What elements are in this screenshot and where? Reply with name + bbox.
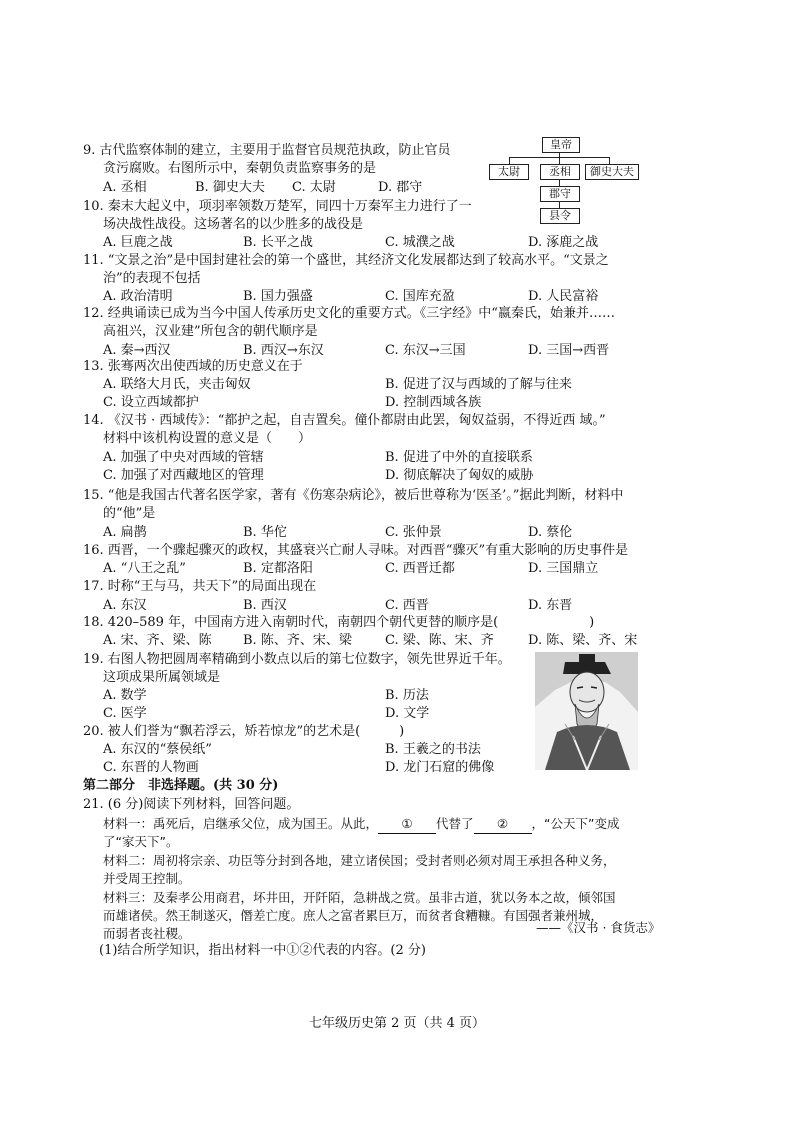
material-1-text-c: ，“公天下”变成 xyxy=(531,816,620,831)
q13-line1: 13. 张骞两次出使西域的历史意义在于 xyxy=(83,359,303,374)
q14-option-d: D. 彻底解决了匈奴的威胁 xyxy=(385,468,534,483)
q16-line1: 16. 西晋，一个骤起骤灭的政权，其盛衰兴亡耐人寻味。对西晋“骤灭”有重大影响的历史事件是 xyxy=(83,543,629,558)
q10-option-c: C. 城濮之战 xyxy=(385,235,455,250)
q15-option-a: A. 扁鹊 xyxy=(103,525,147,540)
q9-option-b: B. 御史大夫 xyxy=(195,180,265,195)
q13-option-d: D. 控制西域各族 xyxy=(385,395,482,410)
q9-option-a: A. 丞相 xyxy=(103,180,147,195)
q10-option-b: B. 长平之战 xyxy=(243,235,313,250)
q15-line1: 15. “他是我国古代著名医学家，著有《伤寒杂病论》，被后世尊称为‘医圣’。”据此判断，材料中 xyxy=(83,488,624,503)
diagram-taiwei: 太尉 xyxy=(489,164,529,180)
q10-line1: 10. 秦末大起义中，项羽率领数万楚军，同四十万秦军主力进行了一 xyxy=(83,199,472,214)
q11-option-a: A. 政治清明 xyxy=(103,289,173,304)
page-footer: 七年级历史第 2 页（共 4 页） xyxy=(308,1016,486,1031)
q18-option-c: C. 梁、陈、宋、齐 xyxy=(385,633,494,648)
material-3-source: ——《汉书 · 食货志》 xyxy=(536,920,661,935)
material-1-text-a: 材料一：禹死后，启继承父位，成为国王。从此， xyxy=(103,816,379,831)
zu-chongzhi-portrait xyxy=(535,652,638,770)
q20-option-b: B. 王羲之的书法 xyxy=(385,742,481,757)
q18-line1: 18. 420–589 年，中国南方进入南朝时代，南朝四个朝代更替的顺序是( ) xyxy=(83,615,595,630)
q9-option-d: D. 郡守 xyxy=(378,180,423,195)
q14-option-c: C. 加强了对西藏地区的管理 xyxy=(103,468,264,483)
q19-option-d: D. 文学 xyxy=(385,706,430,721)
q21-sub-question-1: (1)结合所学知识，指出材料一中①②代表的内容。(2 分) xyxy=(99,943,426,958)
q20-option-d: D. 龙门石窟的佛像 xyxy=(385,760,495,775)
diagram-xianling: 县令 xyxy=(540,208,580,224)
q16-option-c: C. 西晋迁都 xyxy=(385,561,455,576)
q15-line2: 的“他”是 xyxy=(103,506,156,521)
material-1-line2: 了“家天下”。 xyxy=(103,834,179,849)
q10-line2: 场决战性战役。这场著名的以少胜多的战役是 xyxy=(103,217,364,232)
q13-option-c: C. 设立西域都护 xyxy=(103,395,199,410)
q19-line1: 19. 右图人物把圆周率精确到小数点以后的第七位数字，领先世界近千年。 xyxy=(83,652,511,667)
diagram-yushi: 御史大夫 xyxy=(585,164,639,180)
q19-line2: 这项成果所属领域是 xyxy=(103,670,221,685)
q9-option-c: C. 太尉 xyxy=(292,180,336,195)
q11-option-d: D. 人民富裕 xyxy=(528,289,599,304)
q19-option-c: C. 医学 xyxy=(103,706,147,721)
q14-line1: 14. 《汉书 · 西域传》：“都护之起，自吉置矣。僮仆都尉由此罢，匈奴益弱，不得近西 域。” xyxy=(83,413,606,428)
material-2-line1: 材料二：周初将宗亲、功臣等分封到各地，建立诸侯国；受封者则必须对周王承担各种义务， xyxy=(103,853,616,868)
q19-option-b: B. 历法 xyxy=(385,688,429,703)
material-2-line2: 并受周王控制。 xyxy=(103,871,191,886)
q13-option-b: B. 促进了汉与西域的了解与往来 xyxy=(385,377,572,392)
q21-intro: 21. (6 分)阅读下列材料，回答问题。 xyxy=(83,797,300,812)
q18-option-b: B. 陈、齐、宋、梁 xyxy=(243,633,352,648)
material-3-line2: 而雄诸侯。然王制遂灭，僭差亡度。庶人之富者累巨万，而贫者食糟糠。有国强者兼州城， xyxy=(103,908,604,923)
q11-line1: 11. “文景之治”是中国封建社会的第一个盛世，其经济文化发展都达到了较高水平。“文景之 xyxy=(83,253,609,268)
q20-option-a: A. 东汉的“蔡侯纸” xyxy=(103,742,212,757)
q11-line2: 治”的表现不包括 xyxy=(103,271,201,286)
material-3-line1: 材料三：及秦孝公用商君，坏井田，开阡陌，急耕战之赏。虽非古道，犹以务本之故，倾邻国 xyxy=(103,890,616,905)
q17-line1: 17. 时称“王与马，共天下”的局面出现在 xyxy=(83,579,317,594)
q16-option-b: B. 定都洛阳 xyxy=(243,561,313,576)
material-1-line1 xyxy=(103,815,619,834)
q16-option-a: A. “八王之乱” xyxy=(103,561,186,576)
q19-option-a: A. 数学 xyxy=(103,688,147,703)
q14-line2: 材料中该机构设置的意义是（ ） xyxy=(103,431,312,446)
q9-line1: 9. 古代监察体制的建立，主要用于监督官员规范执政，防止官员 xyxy=(83,143,451,158)
q17-option-c: C. 西晋 xyxy=(385,598,429,613)
q20-option-c: C. 东晋的人物画 xyxy=(103,760,199,775)
q12-line1: 12. 经典诵读已成为当今中国人传承历史文化的重要方式。《三字经》中“嬴秦氏，始兼并…… xyxy=(83,306,615,321)
q12-option-a: A. 秦→西汉 xyxy=(103,343,171,358)
q16-option-d: D. 三国鼎立 xyxy=(528,561,599,576)
q15-option-c: C. 张仲景 xyxy=(385,525,442,540)
q11-option-c: C. 国库充盈 xyxy=(385,289,455,304)
q10-option-d: D. 涿鹿之战 xyxy=(528,235,599,250)
q15-option-d: D. 蔡伦 xyxy=(528,525,573,540)
q15-option-b: B. 华佗 xyxy=(243,525,287,540)
part2-heading: 第二部分 非选择题。(共 30 分) xyxy=(83,778,279,793)
q9-line2: 贪污腐败。右图所示中，秦朝负责监察事务的是 xyxy=(103,161,377,176)
q12-option-d: D. 三国→西晋 xyxy=(528,343,610,358)
q13-option-a: A. 联络大月氏，夹击匈奴 xyxy=(103,377,251,392)
q17-option-d: D. 东晋 xyxy=(528,598,573,613)
q17-option-b: B. 西汉 xyxy=(243,598,287,613)
diagram-emperor: 皇帝 xyxy=(542,137,580,153)
q11-option-b: B. 国力强盛 xyxy=(243,289,313,304)
q18-option-d: D. 陈、梁、齐、宋 xyxy=(528,633,638,648)
q14-option-a: A. 加强了中央对西域的管辖 xyxy=(103,450,264,465)
q12-option-c: C. 东汉→三国 xyxy=(385,343,466,358)
q10-option-a: A. 巨鹿之战 xyxy=(103,235,173,250)
diagram-chengxiang: 丞相 xyxy=(540,164,580,180)
q14-option-b: B. 促进了中外的直接联系 xyxy=(385,450,533,465)
material-1-blank-2: ② xyxy=(474,815,532,834)
q12-line2: 高祖兴，汉业建”所包含的朝代顺序是 xyxy=(103,324,318,339)
q20-line1: 20. 被人们誉为“飘若浮云，矫若惊龙”的艺术是( ) xyxy=(83,724,405,739)
material-1-blank-1: ① xyxy=(378,815,436,834)
q18-option-a: A. 宋、齐、梁、陈 xyxy=(103,633,212,648)
diagram-junshou: 郡守 xyxy=(540,186,580,202)
material-1-text-b: 代替了 xyxy=(436,816,474,831)
q12-option-b: B. 西汉→东汉 xyxy=(243,343,324,358)
material-3-line3: 而弱者丧社稷。 xyxy=(103,926,191,941)
q17-option-a: A. 东汉 xyxy=(103,598,147,613)
